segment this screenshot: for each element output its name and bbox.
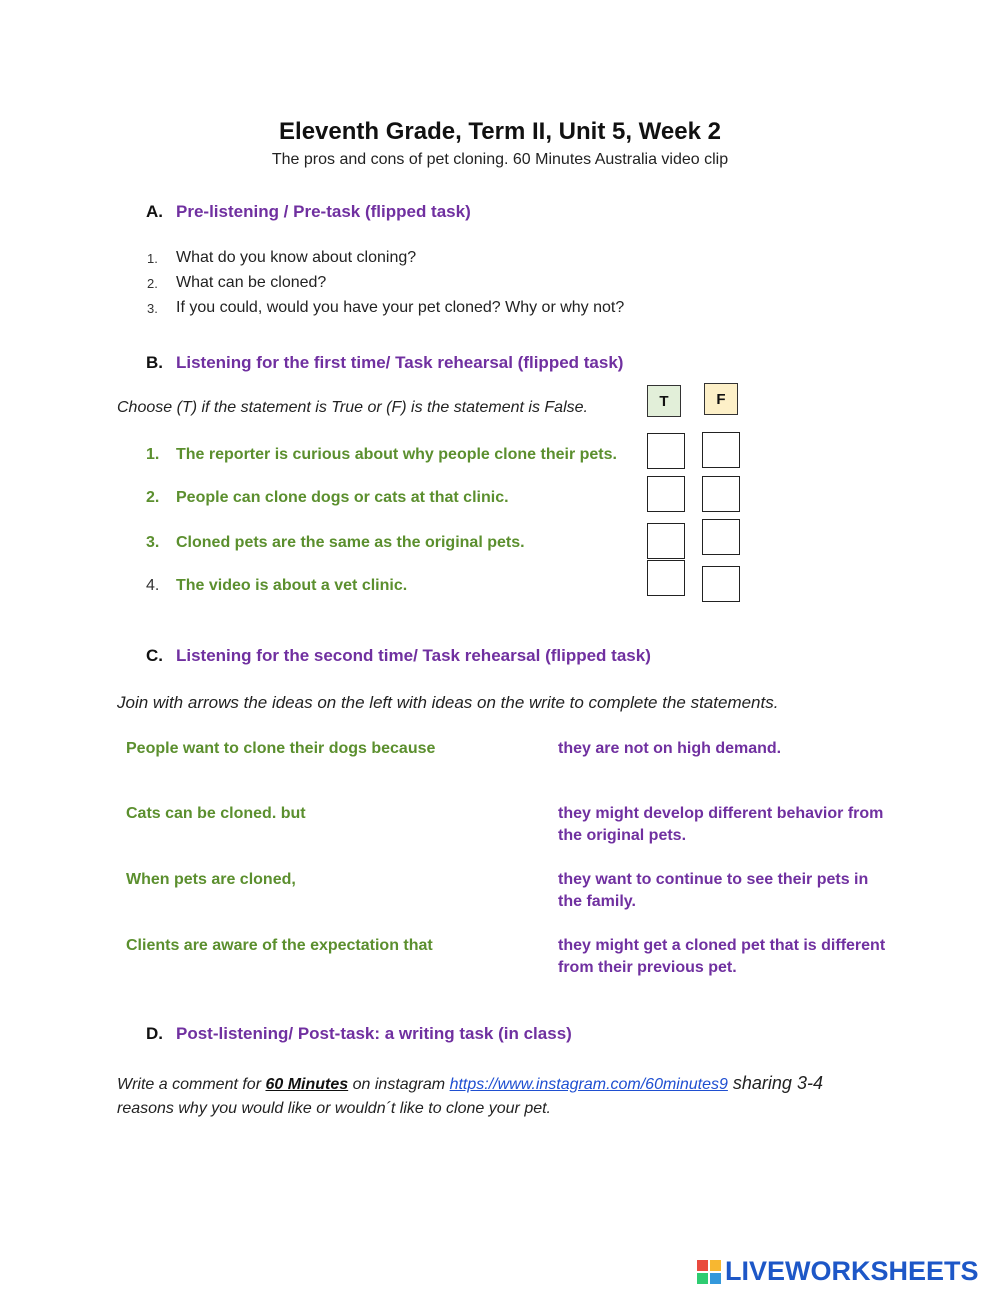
matching-left-item: Cats can be cloned. but <box>126 805 306 822</box>
question-text: What can be cloned? <box>176 274 327 291</box>
writing-task-text-part: reasons why you would like or wouldn´t like to clone your pet. <box>117 1100 551 1117</box>
section-a-letter: A. <box>146 202 163 221</box>
matching-right-item: they might develop different behavior from the original pets. <box>558 805 884 844</box>
true-answer-box[interactable] <box>647 433 685 469</box>
true-answer-box[interactable] <box>647 560 685 596</box>
statement-number: 3. <box>146 534 160 551</box>
false-column-header: F <box>704 383 738 415</box>
false-answer-box[interactable] <box>702 519 740 555</box>
true-answer-box[interactable] <box>647 476 685 512</box>
section-b-letter: B. <box>146 353 163 372</box>
question-number: 3. <box>147 301 158 316</box>
false-answer-box[interactable] <box>702 476 740 512</box>
matching-right-item: they are not on high demand. <box>558 740 782 757</box>
logo-cubes-icon <box>697 1260 721 1284</box>
section-c-letter: C. <box>146 646 163 665</box>
matching-right-item: they want to continue to see their pets in the family. <box>558 871 869 910</box>
section-b-title: Listening for the first time/ Task rehearsal (flipped task) <box>176 353 624 372</box>
statement-number: 1. <box>146 446 160 463</box>
writing-task-text-part: Write a comment for <box>117 1076 266 1093</box>
matching-left-item: People want to clone their dogs because <box>126 740 436 757</box>
question-text: If you could, would you have your pet cloned? Why or why not? <box>176 299 625 316</box>
section-d-title: Post-listening/ Post-task: a writing task (in class) <box>176 1024 572 1043</box>
statement-text: The reporter is curious about why people clone their pets. <box>176 446 617 463</box>
writing-task-text-part: sharing 3-4 <box>727 1073 823 1093</box>
matching-right-item: they might get a cloned pet that is different from their previous pet. <box>558 937 886 976</box>
question-number: 1. <box>147 251 158 266</box>
page-subtitle: The pros and cons of pet cloning. 60 Minutes Australia video clip <box>271 151 729 168</box>
section-a-title: Pre-listening / Pre-task (flipped task) <box>176 202 471 221</box>
liveworksheets-logo <box>697 1256 979 1287</box>
statement-text: People can clone dogs or cats at that clinic. <box>176 489 509 506</box>
true-column-header: T <box>647 385 681 417</box>
question-text: What do you know about cloning? <box>176 249 417 266</box>
statement-text: Cloned pets are the same as the original pets. <box>176 534 525 551</box>
false-answer-box[interactable] <box>702 566 740 602</box>
matching-instruction: Join with arrows the ideas on the left with ideas on the write to complete the statements. <box>117 693 779 712</box>
show-name: 60 Minutes <box>265 1076 349 1093</box>
false-answer-box[interactable] <box>702 432 740 468</box>
section-c-title: Listening for the second time/ Task rehearsal (flipped task) <box>176 646 651 665</box>
true-answer-box[interactable] <box>647 523 685 559</box>
matching-left-item: Clients are aware of the expectation that <box>126 937 433 954</box>
writing-task-text <box>117 1071 877 1121</box>
statement-number: 2. <box>146 489 160 506</box>
instagram-link[interactable]: https://www.instagram.com/60minutes9 <box>449 1076 728 1093</box>
statement-text: The video is about a vet clinic. <box>176 577 408 594</box>
statement-number: 4. <box>146 577 160 594</box>
matching-left-item: When pets are cloned, <box>126 871 296 888</box>
writing-task-text-part: on instagram <box>348 1076 450 1093</box>
section-d-letter: D. <box>146 1024 163 1043</box>
page-title: Eleventh Grade, Term II, Unit 5, Week 2 <box>279 118 721 145</box>
logo-text: LIVEWORKSHEETS <box>725 1256 979 1286</box>
question-number: 2. <box>147 276 158 291</box>
true-false-instruction: Choose (T) if the statement is True or (F) is the statement is False. <box>117 399 588 416</box>
